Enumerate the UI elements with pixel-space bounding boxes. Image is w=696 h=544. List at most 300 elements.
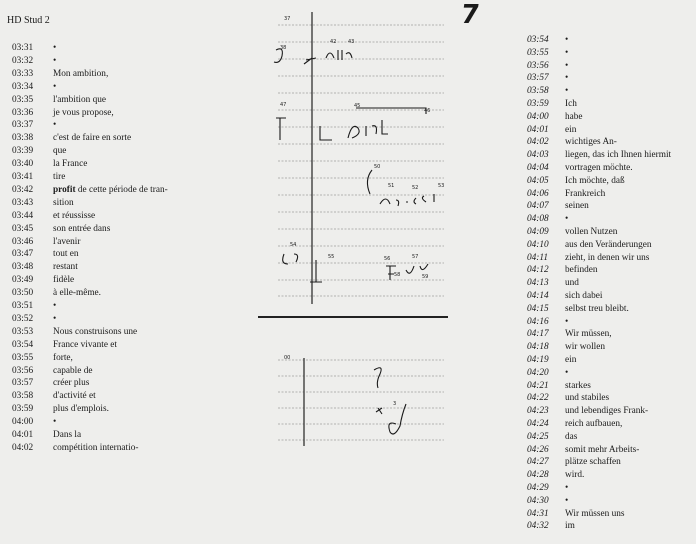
transcript-row [527, 469, 585, 481]
transcript-text-body: wichtiges An- [565, 137, 617, 148]
transcript-row [527, 252, 650, 264]
transcript-text-body: tout en [53, 249, 79, 260]
transcript-row [12, 94, 107, 106]
transcript-row [527, 226, 618, 238]
svg-text:52: 52 [412, 185, 419, 191]
transcript-row [12, 81, 57, 93]
transcript-row [527, 34, 569, 46]
timestamp: 04:25 [527, 431, 549, 442]
transcript-row [527, 264, 598, 276]
transcript-row [527, 98, 577, 110]
transcript-text-body: la France [53, 159, 88, 170]
transcript-text [565, 341, 605, 353]
transcript-text-body: selbst treu bleibt. [565, 303, 629, 314]
transcript-text [565, 213, 568, 225]
transcript-text-body: wir wollen [565, 342, 606, 353]
timestamp: 03:59 [12, 404, 34, 415]
timestamp: 04:10 [527, 239, 549, 250]
transcript-row [12, 210, 96, 222]
transcript-text [565, 380, 591, 392]
transcript-text [565, 367, 568, 379]
timestamp: 04:13 [527, 278, 549, 289]
transcript-text [53, 81, 56, 93]
timestamp: 04:01 [527, 124, 549, 135]
transcript-text [53, 365, 93, 377]
transcript-text [53, 261, 78, 273]
svg-text:56: 56 [384, 256, 391, 262]
transcript-text [565, 72, 568, 84]
transcript-text-body: Ich möchte, daß [565, 175, 625, 186]
transcript-row [12, 442, 139, 454]
transcript-text-body: wird. [565, 470, 585, 481]
transcript-text [565, 162, 633, 174]
transcript-row [527, 520, 575, 532]
transcript-row [12, 352, 73, 364]
transcript-row [12, 223, 111, 235]
timestamp: 03:43 [12, 197, 34, 208]
timestamp: 04:00 [12, 417, 34, 428]
timestamp: 04:01 [12, 430, 34, 440]
transcript-text [565, 60, 568, 72]
transcript-text-body: Ich [565, 99, 577, 109]
transcript-text [53, 287, 101, 299]
transcript-text [565, 277, 579, 289]
transcript-row [12, 132, 132, 144]
svg-text:53: 53 [438, 183, 445, 189]
transcript-text [53, 197, 74, 209]
transcript-row [12, 68, 109, 80]
timestamp: 03:54 [12, 339, 34, 350]
transcript-row [527, 495, 569, 507]
notes-divider [258, 316, 448, 318]
transcript-text-body: c'est de faire en sorte [53, 133, 132, 144]
transcript-text-body: de cette période de tran- [75, 184, 168, 195]
transcript-row [527, 316, 569, 328]
transcript-row [12, 145, 67, 157]
transcript-row [12, 248, 79, 260]
timestamp: 04:32 [527, 521, 549, 532]
transcript-text-body: • [565, 47, 569, 58]
transcript-text [565, 482, 568, 494]
transcript-text [565, 226, 617, 238]
transcript-text [565, 328, 612, 340]
timestamp: 03:55 [12, 352, 34, 363]
timestamp: 04:21 [527, 380, 549, 391]
transcript-text-body: liegen, das ich Ihnen hiermit [565, 150, 672, 161]
notes-upper-svg [256, 8, 446, 308]
transcript-text [565, 200, 589, 212]
transcript-text-body: l'ambition que [53, 94, 107, 105]
transcript-row [12, 261, 78, 273]
timestamp: 03:59 [527, 99, 549, 109]
transcript-text-body: im [565, 521, 575, 532]
transcript-text-body: starkes [565, 380, 591, 391]
transcript-text-body: • [565, 367, 569, 378]
transcript-text [53, 442, 138, 454]
transcript-text [53, 416, 56, 428]
transcript-text [565, 47, 568, 59]
transcript-text [53, 403, 109, 415]
transcript-row [527, 162, 633, 174]
transcript-row [527, 444, 640, 456]
transcript-text-body: que [53, 146, 67, 157]
timestamp: 04:02 [12, 442, 34, 453]
transcript-row [527, 136, 617, 148]
timestamp: 03:58 [527, 86, 549, 97]
transcript-text-body: • [53, 301, 57, 311]
transcript-row [527, 111, 583, 123]
timestamp: 03:33 [12, 68, 34, 79]
transcript-text-body: fidèle [53, 275, 75, 286]
transcript-text [53, 236, 81, 248]
timestamp: 04:27 [527, 457, 549, 468]
svg-text:50: 50 [374, 164, 381, 170]
notes-lower-svg [256, 348, 446, 448]
svg-text:57: 57 [412, 254, 419, 260]
timestamp: 04:14 [527, 291, 549, 301]
transcript-text-body: Mon ambition, [53, 68, 109, 79]
transcript-text [53, 119, 56, 131]
transcript-text-body: restant [53, 262, 78, 273]
transcript-text [565, 354, 576, 366]
transcript-row [12, 274, 75, 286]
transcript-text-body: • [565, 214, 569, 225]
transcript-text-body: Wir müssen, [565, 329, 612, 340]
transcript-text-body: • [53, 43, 57, 53]
timestamp: 04:00 [527, 111, 549, 122]
transcript-text-body: • [565, 495, 569, 506]
page-title: HD Stud 2 [7, 15, 50, 26]
timestamp: 03:32 [12, 55, 34, 66]
transcript-text [565, 290, 602, 302]
timestamp: 03:45 [12, 223, 34, 234]
timestamp: 04:23 [527, 406, 549, 417]
transcript-text-body: Nous construisons une [53, 326, 138, 337]
transcript-text [565, 149, 671, 161]
transcript-text [565, 34, 568, 46]
transcript-row [527, 277, 579, 289]
svg-text:54: 54 [290, 242, 297, 248]
transcript-text-body: forte, [53, 352, 73, 363]
transcript-text [565, 188, 605, 200]
svg-text:43: 43 [348, 39, 355, 45]
transcript-text [53, 184, 168, 196]
timestamp: 03:31 [12, 43, 34, 53]
timestamp: 03:39 [12, 146, 34, 157]
timestamp: 04:04 [527, 163, 549, 173]
timestamp: 04:22 [527, 393, 549, 404]
timestamp: 04:16 [527, 316, 549, 327]
transcript-text [565, 124, 576, 136]
transcript-text-body: • [565, 86, 569, 97]
timestamp: 04:28 [527, 470, 549, 481]
transcript-text-body: plätze schaffen [565, 457, 621, 468]
transcript-text [565, 239, 652, 251]
timestamp: 04:26 [527, 444, 549, 455]
transcript-text [53, 55, 56, 67]
transcript-text [53, 300, 56, 312]
transcript-row [527, 508, 625, 520]
transcript-text [565, 405, 648, 417]
timestamp: 04:08 [527, 214, 549, 225]
interpreter-notes-upper [256, 8, 446, 308]
timestamp: 03:49 [12, 275, 34, 286]
svg-text:3: 3 [393, 401, 397, 407]
transcript-text-body: sition [53, 197, 74, 208]
timestamp: 04:15 [527, 303, 549, 314]
transcript-text-body: créer plus [53, 378, 90, 389]
transcript-text [53, 248, 79, 260]
transcript-text [565, 469, 584, 481]
transcript-text-body: • [565, 35, 569, 45]
transcript-text [53, 132, 131, 144]
transcript-row [527, 341, 606, 353]
timestamp: 04:18 [527, 342, 549, 353]
timestamp: 04:06 [527, 188, 549, 199]
transcript-row [527, 200, 589, 212]
transcript-text-body: plus d'emplois. [53, 404, 109, 415]
transcript-text-body: • [53, 81, 57, 92]
svg-text:37: 37 [284, 16, 291, 22]
transcript-text-body: capable de [53, 365, 93, 376]
transcript-text [53, 94, 106, 106]
timestamp: 04:09 [527, 227, 549, 237]
timestamp: 03:42 [12, 184, 34, 195]
transcript-row [527, 418, 623, 430]
timestamp: 04:02 [527, 137, 549, 148]
transcript-text [53, 352, 73, 364]
transcript-text [53, 326, 137, 338]
transcript-text-body: tire [53, 172, 66, 182]
transcript-text-body: vortragen möchte. [565, 163, 633, 173]
transcript-row [527, 392, 610, 404]
transcript-text [565, 520, 575, 532]
transcript-text-body: sich dabei [565, 291, 603, 301]
timestamp: 04:24 [527, 419, 549, 429]
transcript-row [12, 107, 114, 119]
transcript-row [527, 405, 649, 417]
timestamp: 03:55 [527, 47, 549, 58]
transcript-text [53, 107, 114, 119]
svg-text:38: 38 [280, 45, 287, 51]
transcript-text-body: zieht, in denen wir uns [565, 252, 650, 263]
timestamp: 04:12 [527, 265, 549, 276]
transcript-text-body: • [565, 316, 569, 327]
timestamp: 03:46 [12, 236, 34, 247]
transcript-text [565, 431, 577, 443]
transcript-row [12, 429, 82, 441]
transcript-text [53, 42, 56, 54]
transcript-text [565, 444, 639, 456]
transcript-row [12, 119, 57, 131]
transcript-row [527, 175, 625, 187]
transcript-text [565, 456, 621, 468]
transcript-text-body: • [565, 73, 569, 84]
transcript-row [527, 85, 569, 97]
transcript-text [565, 418, 622, 430]
timestamp: 03:57 [12, 378, 34, 389]
transcript-row [12, 197, 74, 209]
timestamp: 03:47 [12, 249, 34, 260]
transcript-text [565, 136, 617, 148]
transcript-text-body: und [565, 278, 579, 289]
transcript-text [53, 377, 89, 389]
transcript-row [12, 339, 118, 351]
timestamp: 03:41 [12, 172, 34, 182]
transcript-text-body: • [53, 313, 57, 324]
transcript-text-body: • [53, 55, 57, 66]
transcript-text-body: somit mehr Arbeits- [565, 444, 640, 455]
transcript-row [527, 354, 577, 366]
transcript-text-body: • [53, 120, 57, 131]
transcript-text-body: Frankreich [565, 188, 606, 199]
transcript-text-body: France vivante et [53, 339, 118, 350]
transcript-row [12, 300, 57, 312]
timestamp: 03:52 [12, 313, 34, 324]
transcript-text-body: je vous propose, [53, 107, 114, 118]
transcript-row [527, 482, 569, 494]
timestamp: 03:37 [12, 120, 34, 131]
transcript-text-body: habe [565, 111, 583, 122]
transcript-text-body: ein [565, 124, 577, 135]
timestamp: 04:03 [527, 150, 549, 161]
timestamp: 03:58 [12, 391, 34, 402]
transcript-text-body: l'avenir [53, 236, 81, 247]
transcript-text [53, 68, 108, 80]
transcript-text [565, 495, 568, 507]
interpreter-notes-lower [256, 348, 446, 448]
timestamp: 03:53 [12, 326, 34, 337]
timestamp: 03:51 [12, 301, 34, 311]
transcript-row [12, 171, 66, 183]
transcript-text [53, 171, 65, 183]
transcript-text-body: und stabiles [565, 393, 610, 404]
svg-text:55: 55 [328, 254, 335, 260]
timestamp: 04:31 [527, 508, 549, 519]
transcript-text [565, 508, 625, 520]
page-number: 7 [458, 0, 482, 30]
timestamp: 04:19 [527, 355, 549, 365]
transcript-text [565, 303, 629, 315]
timestamp: 04:29 [527, 483, 549, 493]
transcript-row [12, 390, 96, 402]
svg-text:42: 42 [330, 39, 337, 45]
transcript-row [12, 313, 57, 325]
timestamp: 03:34 [12, 81, 34, 92]
transcript-row [12, 287, 102, 299]
timestamp: 03:57 [527, 73, 549, 84]
transcript-text-body: Wir müssen uns [565, 508, 625, 519]
emphasized-word: profit [53, 184, 76, 195]
transcript-row [527, 431, 578, 443]
transcript-text [565, 98, 577, 110]
transcript-text-body: • [53, 417, 57, 428]
transcript-text [565, 264, 598, 276]
timestamp: 03:56 [527, 60, 549, 71]
transcript-text [53, 313, 56, 325]
transcript-row [527, 149, 672, 161]
transcript-text [565, 175, 625, 187]
transcript-text-body: • [565, 60, 569, 71]
timestamp: 03:36 [12, 107, 34, 118]
transcript-text [53, 145, 66, 157]
transcript-row [527, 328, 612, 340]
transcript-row [12, 158, 88, 170]
transcript-text-body: aus den Veränderungen [565, 239, 652, 250]
transcript-row [527, 367, 569, 379]
svg-text:51: 51 [388, 183, 395, 189]
svg-text:45: 45 [354, 103, 361, 109]
timestamp: 04:17 [527, 329, 549, 340]
transcript-row [12, 184, 168, 196]
timestamp: 03:54 [527, 35, 549, 45]
transcript-text [53, 210, 95, 222]
transcript-text [565, 316, 568, 328]
transcript-row [527, 303, 629, 315]
svg-text:59: 59 [422, 274, 429, 280]
svg-text:47: 47 [280, 102, 287, 108]
timestamp: 03:50 [12, 288, 34, 299]
transcript-row [12, 365, 93, 377]
transcript-row [12, 403, 109, 415]
svg-text:58: 58 [394, 272, 401, 278]
transcript-row [527, 456, 621, 468]
timestamp: 03:44 [12, 210, 34, 221]
transcript-row [527, 47, 569, 59]
svg-text:46: 46 [424, 108, 431, 114]
transcript-text-body: d'activité et [53, 391, 96, 402]
transcript-row [527, 124, 577, 136]
transcript-text-body: compétition internatio- [53, 442, 139, 453]
transcript-text-body: son entrée dans [53, 223, 111, 234]
transcript-text-body: vollen Nutzen [565, 227, 618, 237]
transcript-row [527, 72, 569, 84]
transcript-text [53, 429, 81, 441]
transcript-row [12, 42, 57, 54]
timestamp: 03:40 [12, 159, 34, 170]
transcript-text-body: das [565, 431, 578, 442]
transcript-row [12, 416, 57, 428]
transcript-text-body: seinen [565, 201, 589, 212]
transcript-row [12, 326, 138, 338]
transcript-text-body: à elle-même. [53, 288, 102, 299]
timestamp: 04:07 [527, 201, 549, 212]
transcript-text [53, 158, 87, 170]
timestamp: 03:56 [12, 365, 34, 376]
transcript-text [53, 390, 96, 402]
timestamp: 04:05 [527, 175, 549, 186]
transcript-text-body: et réussisse [53, 210, 96, 221]
transcript-text-body: ein [565, 355, 577, 365]
transcript-text [565, 252, 649, 264]
transcript-text [53, 223, 110, 235]
transcript-row [527, 290, 603, 302]
timestamp: 03:38 [12, 133, 34, 144]
transcript-row [12, 55, 57, 67]
timestamp: 04:30 [527, 495, 549, 506]
transcript-text [53, 339, 117, 351]
transcript-text [565, 111, 583, 123]
transcript-row [12, 236, 81, 248]
timestamp: 04:20 [527, 367, 549, 378]
transcript-row [527, 213, 569, 225]
timestamp: 03:35 [12, 94, 34, 105]
transcript-text-body: reich aufbauen, [565, 419, 623, 429]
timestamp: 03:48 [12, 262, 34, 273]
transcript-text-body: Dans la [53, 430, 82, 440]
transcript-text [565, 392, 609, 404]
timestamp: 04:11 [527, 252, 548, 263]
